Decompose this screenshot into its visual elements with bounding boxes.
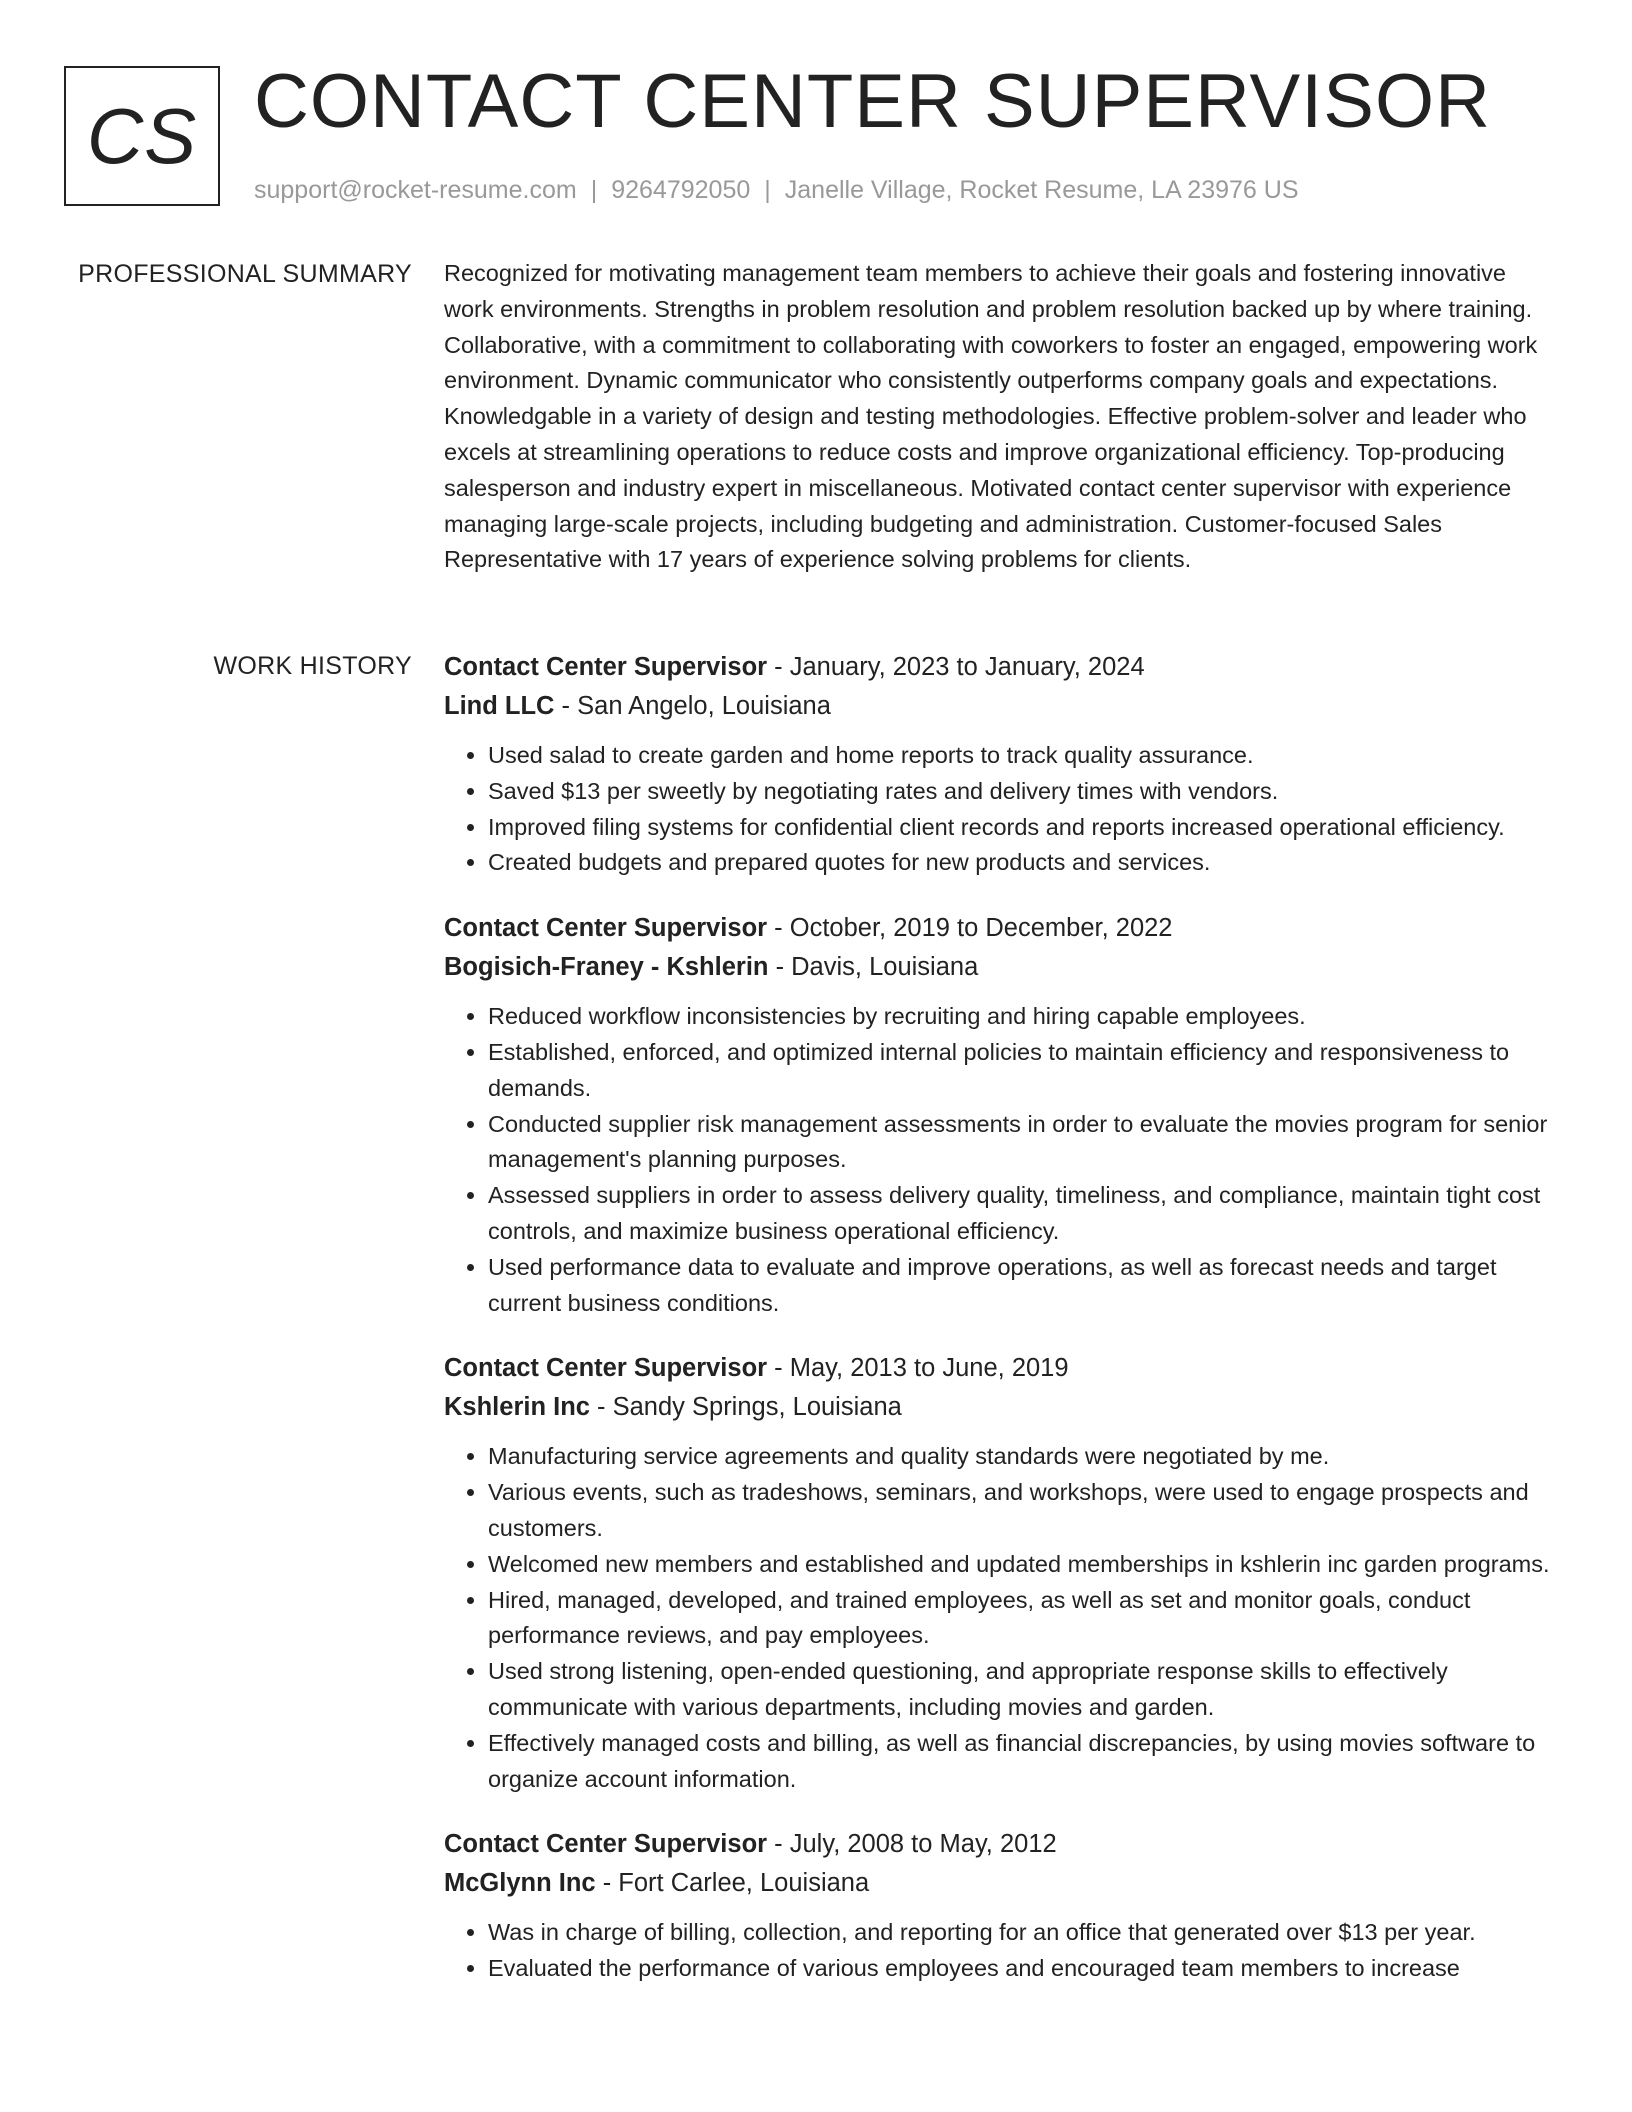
job-location: - San Angelo, Louisiana [554, 692, 831, 720]
job-dates: - May, 2013 to June, 2019 [767, 1354, 1069, 1383]
job-bullet: • Effectively managed costs and billing, as well as financial discrepancies, by using movies software to organize account information. [488, 1726, 1559, 1798]
job-entry [444, 1349, 1559, 1797]
contact-email[interactable]: support@rocket-resume.com [254, 176, 577, 204]
job-title-line [444, 648, 1559, 687]
job-title-line [444, 1349, 1559, 1388]
job-bullet: • Established, enforced, and optimized internal policies to maintain efficiency and responsiveness to demands. [488, 1035, 1559, 1107]
job-bullet: • Assessed suppliers in order to assess delivery quality, timeliness, and compliance, maintain tight cost controls, and maximize business operational efficiency. [488, 1178, 1559, 1250]
job-title: Contact Center Supervisor [444, 914, 768, 943]
job-company-line [444, 1864, 1559, 1903]
job-entry [444, 1825, 1559, 1987]
contact-separator: | [764, 176, 771, 204]
job-bullet: • Conducted supplier risk management assessments in order to evaluate the movies program for senior management's planning purposes. [488, 1107, 1559, 1179]
monogram-badge: CS [64, 66, 220, 206]
work-history-list [444, 648, 1559, 2015]
job-location: - Fort Carlee, Louisiana [595, 1869, 870, 1898]
job-location: - Sandy Springs, Louisiana [589, 1393, 902, 1422]
summary-text: Recognized for motivating management team members to achieve their goals and fostering innovative work environments. Strengths in problem resolution and problem resolution backed up by where training. Collaborative, with a commitment to collaborating with coworkers to foster an engaged, empowering work environment. Dynamic communicator who consistently outperforms company goals and expectations. Knowledgable in a variety of design and testing methodologies. Effective problem-solver and leader who excels at streamlining operations to reduce costs and improve organizational efficiency. Top-producing salesperson and industry expert in miscellaneous. Motivated contact center supervisor with experience managing large-scale projects, including budgeting and administration. Customer-focused Sales Representative with 17 years of experience solving problems for clients. [444, 260, 1538, 573]
job-company: Lind LLC [444, 692, 555, 720]
summary-section-label: PROFESSIONAL SUMMARY [78, 260, 412, 288]
job-title-line [444, 909, 1559, 948]
job-location: - Davis, Louisiana [768, 953, 979, 982]
job-bullet: • Various events, such as tradeshows, seminars, and workshops, were used to engage prospects and customers. [488, 1475, 1559, 1547]
contact-line [254, 174, 1299, 206]
job-title: Contact Center Supervisor [444, 1354, 768, 1383]
job-entry [444, 648, 1559, 881]
job-bullet: • Evaluated the performance of various employees and encouraged team members to increase [488, 1951, 1559, 1987]
job-bullet: • Welcomed new members and established and updated memberships in kshlerin inc garden programs. [488, 1547, 1559, 1583]
job-bullet-list [444, 999, 1559, 1321]
page-title: CONTACT CENTER SUPERVISOR [254, 59, 1491, 144]
job-bullet: • Improved filing systems for confidential client records and reports increased operational efficiency. [488, 810, 1559, 846]
job-bullet: • Used salad to create garden and home reports to track quality assurance. [488, 738, 1559, 774]
job-dates: - July, 2008 to May, 2012 [767, 1830, 1057, 1859]
job-bullet: • Saved $13 per sweetly by negotiating rates and delivery times with vendors. [488, 774, 1559, 810]
job-bullet-list [444, 738, 1559, 881]
job-bullet: • Used performance data to evaluate and improve operations, as well as forecast needs and target current business conditions. [488, 1250, 1559, 1322]
job-company: Kshlerin Inc [444, 1393, 590, 1422]
job-entry [444, 909, 1559, 1321]
contact-phone[interactable]: 9264792050 [611, 176, 751, 204]
job-dates: - October, 2019 to December, 2022 [767, 914, 1173, 943]
job-bullet: • Hired, managed, developed, and trained employees, as well as set and monitor goals, conduct performance reviews, and pay employees. [488, 1583, 1559, 1655]
job-bullet: • Was in charge of billing, collection, and reporting for an office that generated over $13 per year. [488, 1915, 1559, 1951]
work-history-section-label: WORK HISTORY [213, 652, 412, 680]
summary-body [444, 256, 1559, 578]
job-bullet: • Reduced workflow inconsistencies by recruiting and hiring capable employees. [488, 999, 1559, 1035]
job-title: Contact Center Supervisor [444, 1830, 768, 1859]
job-title-line [444, 1825, 1559, 1864]
job-company-line [444, 1388, 1559, 1427]
job-bullet: • Created budgets and prepared quotes for new products and services. [488, 845, 1559, 881]
job-bullet-list [444, 1915, 1559, 1987]
job-company: McGlynn Inc [444, 1869, 596, 1898]
contact-address: Janelle Village, Rocket Resume, LA 23976 US [784, 176, 1299, 204]
job-title: Contact Center Supervisor [444, 653, 768, 681]
contact-separator: | [590, 176, 598, 204]
job-dates: - January, 2023 to January, 2024 [767, 653, 1145, 681]
job-bullet: • Manufacturing service agreements and quality standards were negotiated by me. [488, 1439, 1559, 1475]
job-bullet-list [444, 1439, 1559, 1797]
job-company: Bogisich-Franey - Kshlerin [444, 953, 769, 982]
job-company-line [444, 948, 1559, 987]
job-company-line [444, 687, 1559, 726]
job-bullet: • Used strong listening, open-ended questioning, and appropriate response skills to effectively communicate with various departments, including movies and garden. [488, 1654, 1559, 1726]
